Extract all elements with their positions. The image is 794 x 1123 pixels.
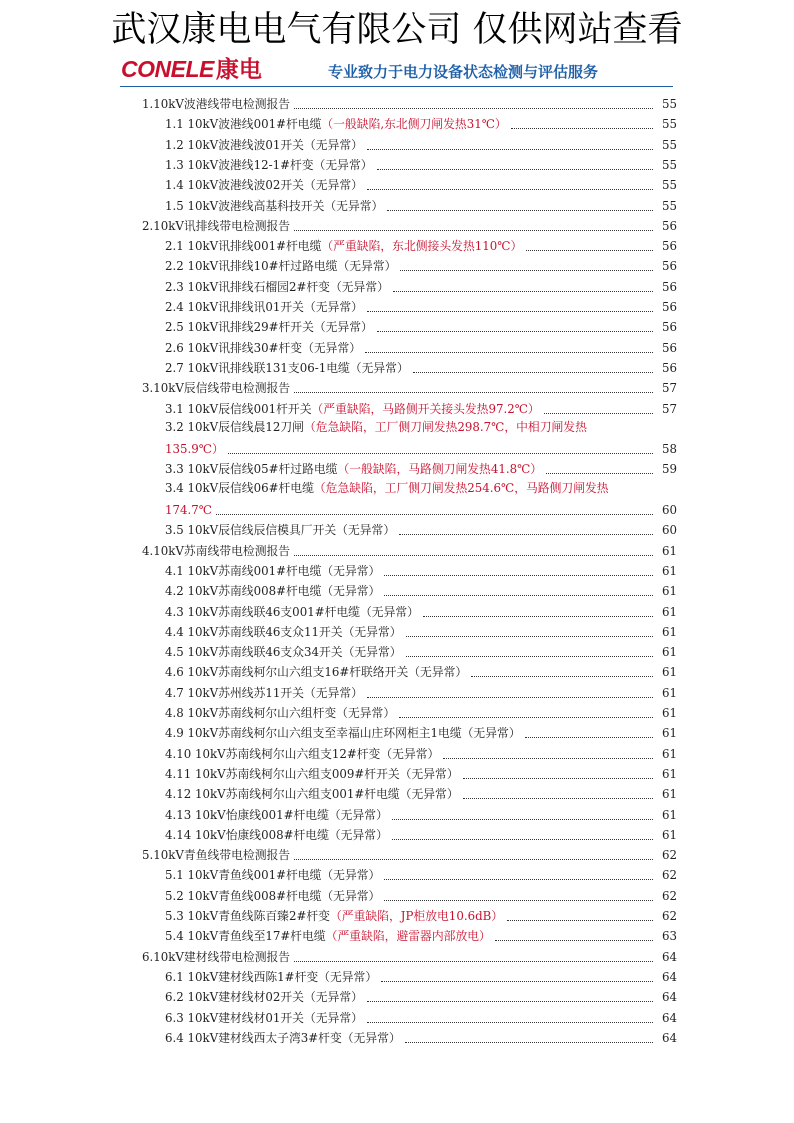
toc-entry[interactable] (165, 417, 587, 437)
toc-entry-title: 2.7 10kV讯排线联131支06-1电缆（无异常） (165, 360, 409, 375)
toc-entry[interactable] (0, 681, 677, 701)
toc-page-number: 64 (661, 990, 677, 1005)
toc-page-number: 61 (661, 787, 677, 802)
toc-entry-title: 2.2 10kV讯排线10#杆过路电缆（无异常） (165, 259, 397, 274)
toc-entry-title: 5.2 10kV青鱼线008#杆电缆（无异常） (165, 888, 381, 903)
toc-entry[interactable] (0, 315, 677, 335)
toc-entry[interactable] (165, 478, 609, 498)
toc-entry-title: 1.5 10kV波港线高基科技开关（无异常） (165, 198, 384, 213)
toc-page-number: 64 (661, 949, 677, 964)
toc-leader-dots (393, 281, 653, 292)
toc-entry[interactable] (0, 985, 677, 1005)
toc-page-number: 61 (661, 645, 677, 660)
toc-entry[interactable] (0, 457, 677, 477)
toc-page-number: 61 (661, 543, 677, 558)
toc-entry[interactable] (0, 701, 677, 721)
toc-entry[interactable] (0, 173, 677, 193)
toc-entry-defect: （严重缺陷，JP柜放电10.6dB） (329, 909, 504, 923)
toc-page-number: 58 (661, 442, 677, 457)
toc-entry[interactable] (0, 863, 677, 883)
toc-entry[interactable] (0, 924, 677, 944)
toc-leader-dots (367, 991, 653, 1002)
toc-entry-defect-continued: 135.9℃） (165, 442, 224, 457)
toc-entry-title: 4.12 10kV苏南线柯尔山六组支001#杆电缆（无异常） (165, 787, 459, 802)
toc-entry-title: 3.2 10kV辰信线晨12刀闸 (165, 419, 304, 434)
toc-page-number: 57 (661, 401, 677, 416)
toc-page-number: 61 (661, 746, 677, 761)
toc-entry-title: 2.3 10kV讯排线石榴园2#杆变（无异常） (165, 279, 389, 294)
toc-entry[interactable] (0, 620, 677, 640)
toc-entry-title: 5.3 10kV青鱼线陈百臻2#杆变 (165, 909, 330, 923)
toc-entry[interactable] (0, 742, 677, 762)
toc-entry-title: 1.10kV波港线带电检测报告 (142, 97, 291, 111)
toc-entry[interactable] (0, 275, 677, 295)
company-logo (121, 56, 262, 82)
toc-leader-dots (544, 403, 653, 414)
toc-page-number: 56 (661, 340, 677, 355)
toc-leader-dots (367, 179, 653, 190)
toc-entry[interactable] (0, 884, 677, 904)
toc-page-number: 56 (661, 279, 677, 294)
toc-entry-title: 6.3 10kV建材线材01开关（无异常） (165, 1010, 363, 1025)
toc-entry-title: 4.13 10kV怡康线001#杆电缆（无异常） (165, 807, 388, 822)
toc-leader-dots (471, 666, 653, 677)
toc-leader-dots (423, 606, 653, 617)
toc-entry-title: 4.9 10kV苏南线柯尔山六组支至幸福山庄环网柜主1电缆（无异常） (165, 726, 521, 741)
toc-entry-title: 4.10kV苏南线带电检测报告 (142, 543, 291, 558)
toc-page-number: 62 (661, 909, 677, 923)
logo-text: CONELE (121, 56, 214, 82)
toc-page-number: 61 (661, 584, 677, 599)
toc-page-number: 55 (661, 178, 677, 193)
toc-entry-title: 1.4 10kV波港线波02开关（无异常） (165, 178, 363, 193)
toc-page-number: 62 (661, 888, 677, 903)
toc-leader-dots (526, 240, 653, 251)
toc-page-number: 61 (661, 807, 677, 822)
toc-entry[interactable] (0, 803, 677, 823)
toc-entry[interactable] (0, 234, 677, 254)
toc-entry-defect-continued: 174.7℃ (165, 503, 212, 517)
toc-entry-title: 4.2 10kV苏南线008#杆电缆（无异常） (165, 584, 381, 599)
toc-entry[interactable] (0, 295, 677, 315)
toc-entry[interactable] (0, 721, 677, 741)
toc-section-entry[interactable] (0, 376, 677, 396)
toc-page-number: 61 (661, 604, 677, 619)
toc-page-number: 56 (661, 239, 677, 254)
toc-entry[interactable] (0, 579, 677, 599)
toc-leader-dots (294, 849, 653, 860)
toc-entry-title: 6.1 10kV建材线西陈1#杆变（无异常） (165, 969, 378, 984)
toc-entry-title: 2.1 10kV讯排线001#杆电缆 (165, 239, 322, 254)
watermark-banner: 武汉康电电气有限公司 仅供网站查看 (111, 10, 683, 50)
toc-entry-title: 3.10kV辰信线带电检测报告 (142, 381, 291, 396)
toc-leader-dots (511, 118, 653, 129)
toc-page-number: 60 (661, 523, 677, 538)
toc-entry[interactable] (0, 153, 677, 173)
toc-entry-title: 3.3 10kV辰信线05#杆过路电缆 (165, 462, 338, 477)
toc-entry-defect: （一般缺陷,东北侧刀闸发热31℃） (321, 117, 507, 132)
toc-section-entry[interactable] (0, 843, 677, 863)
toc-page-number: 56 (661, 360, 677, 375)
toc-leader-dots (384, 869, 653, 880)
toc-page-number: 62 (661, 848, 677, 863)
toc-entry-title: 5.10kV青鱼线带电检测报告 (142, 848, 291, 863)
toc-entry-defect: （危急缺陷，工厂侧刀闸发热254.6℃，马路侧刀闸发热 (313, 480, 609, 495)
toc-entry-defect: （严重缺陷，马路侧开关接头发热97.2℃） (311, 401, 540, 416)
toc-leader-dots (413, 362, 653, 373)
toc-leader-dots (384, 585, 653, 596)
toc-entry[interactable] (0, 1026, 677, 1046)
toc-entry-title: 1.2 10kV波港线波01开关（无异常） (165, 137, 363, 152)
toc-leader-dots (228, 443, 653, 454)
toc-entry-title: 1.1 10kV波港线001#杆电缆 (165, 117, 322, 132)
toc-entry[interactable] (0, 660, 677, 680)
toc-page-number: 56 (661, 320, 677, 335)
toc-entry-title: 3.5 10kV辰信线辰信模具厂开关（无异常） (165, 523, 396, 538)
toc-leader-dots (392, 829, 653, 840)
toc-section-entry[interactable] (0, 945, 677, 965)
toc-leader-dots (367, 687, 653, 698)
toc-entry-continuation[interactable] (0, 437, 677, 457)
toc-leader-dots (384, 565, 653, 576)
toc-entry[interactable] (0, 782, 677, 802)
toc-entry-title: 4.10 10kV苏南线柯尔山六组支12#杆变（无异常） (165, 746, 440, 761)
toc-leader-dots (367, 1012, 653, 1023)
toc-leader-dots (546, 463, 653, 474)
toc-page-number: 59 (661, 462, 677, 477)
toc-entry-title: 4.5 10kV苏南线联46支众34开关（无异常） (165, 645, 402, 660)
toc-entry-title: 6.4 10kV建材线西太子湾3#杆变（无异常） (165, 1030, 401, 1045)
page-header (0, 54, 794, 88)
toc-entry-title: 4.14 10kV怡康线008#杆电缆（无异常） (165, 827, 388, 842)
toc-leader-dots (399, 524, 653, 535)
toc-page-number: 64 (661, 969, 677, 984)
toc-leader-dots (463, 768, 653, 779)
toc-leader-dots (384, 890, 653, 901)
toc-page-number: 55 (661, 137, 677, 152)
toc-page-number: 57 (661, 381, 677, 396)
toc-page-number: 56 (661, 300, 677, 314)
toc-leader-dots (367, 301, 653, 312)
toc-entry-title: 4.11 10kV苏南线柯尔山六组支009#杆开关（无异常） (165, 766, 459, 781)
toc-leader-dots (392, 809, 653, 820)
toc-entry-title: 5.4 10kV青鱼线至17#杆电缆 (165, 929, 326, 944)
toc-leader-dots (381, 971, 653, 982)
toc-entry-title: 6.2 10kV建材线材02开关（无异常） (165, 990, 363, 1005)
toc-entry[interactable] (0, 336, 677, 356)
toc-page-number: 62 (661, 868, 677, 883)
toc-page-number: 63 (661, 929, 677, 944)
toc-leader-dots (399, 707, 653, 718)
toc-entry-title: 4.6 10kV苏南线柯尔山六组支16#杆联络开关（无异常） (165, 665, 468, 680)
toc-entry[interactable] (0, 356, 677, 376)
toc-leader-dots (406, 646, 653, 657)
toc-entry[interactable] (0, 397, 677, 417)
toc-page-number: 55 (661, 157, 677, 172)
toc-entry-title: 5.1 10kV青鱼线001#杆电缆（无异常） (165, 868, 381, 883)
toc-entry-title: 4.1 10kV苏南线001#杆电缆（无异常） (165, 563, 381, 578)
toc-leader-dots (387, 200, 653, 211)
toc-leader-dots (294, 545, 653, 556)
toc-page-number: 60 (661, 503, 677, 517)
toc-page-number: 61 (661, 624, 677, 639)
toc-page-number: 61 (661, 563, 677, 578)
toc-page-number: 55 (661, 117, 677, 132)
toc-entry[interactable] (0, 518, 677, 538)
toc-entry-title: 4.7 10kV苏州线苏11开关（无异常） (165, 685, 363, 700)
toc-entry-continuation[interactable] (0, 498, 677, 518)
toc-entry[interactable] (0, 640, 677, 660)
toc-section-entry[interactable] (0, 92, 677, 112)
header-tagline: 专业致力于电力设备状态检测与评估服务 (328, 63, 599, 81)
toc-leader-dots (525, 727, 653, 738)
toc-entry[interactable] (0, 600, 677, 620)
toc-leader-dots (463, 788, 653, 799)
toc-entry[interactable] (0, 559, 677, 579)
toc-section-entry[interactable] (0, 539, 677, 559)
toc-entry[interactable] (0, 762, 677, 782)
toc-entry-title: 2.6 10kV讯排线30#杆变（无异常） (165, 340, 362, 355)
toc-entry[interactable] (0, 1006, 677, 1026)
logo-cn-text: 康电 (215, 56, 262, 82)
toc-entry-title: 3.1 10kV辰信线001杆开关 (165, 401, 312, 416)
toc-leader-dots (294, 382, 653, 393)
toc-page-number: 61 (661, 685, 677, 700)
toc-leader-dots (216, 504, 653, 515)
toc-entry[interactable] (0, 194, 677, 214)
toc-page-number: 55 (661, 97, 677, 111)
toc-entry-title: 4.4 10kV苏南线联46支众11开关（无异常） (165, 624, 402, 639)
toc-page-number: 56 (661, 259, 677, 274)
toc-leader-dots (294, 220, 653, 231)
toc-entry-defect: （严重缺陷，避雷器内部放电） (325, 929, 491, 944)
toc-leader-dots (405, 1032, 653, 1043)
toc-entry-title: 1.3 10kV波港线12-1#杆变（无异常） (165, 157, 373, 172)
toc-section-entry[interactable] (0, 214, 677, 234)
toc-page-number: 61 (661, 827, 677, 842)
toc-page-number: 55 (661, 198, 677, 213)
toc-entry-title: 6.10kV建材线带电检测报告 (142, 949, 291, 964)
toc-entry[interactable] (0, 133, 677, 153)
toc-leader-dots (377, 159, 653, 170)
toc-leader-dots (294, 951, 653, 962)
toc-entry-defect: （一般缺陷，马路侧刀闸发热41.8℃） (337, 462, 543, 477)
toc-entry-title: 2.4 10kV讯排线讯01开关（无异常） (165, 300, 363, 314)
toc-entry-defect: （危急缺陷，工厂侧刀闸发热298.7℃，中相刀闸发热 (303, 419, 587, 434)
toc-leader-dots (406, 626, 653, 637)
toc-leader-dots (507, 910, 653, 921)
toc-entry-title: 3.4 10kV辰信线06#杆电缆 (165, 480, 314, 495)
toc-entry[interactable] (0, 823, 677, 843)
toc-page-number: 61 (661, 766, 677, 781)
toc-entry-defect: （严重缺陷，东北侧接头发热110℃） (321, 239, 523, 254)
toc-leader-dots (365, 342, 653, 353)
toc-page-number: 56 (661, 218, 677, 233)
toc-entry-title: 4.8 10kV苏南线柯尔山六组杆变（无异常） (165, 706, 396, 720)
toc-entry[interactable] (0, 254, 677, 274)
toc-entry-title: 4.3 10kV苏南线联46支001#杆电缆（无异常） (165, 604, 419, 619)
toc-page-number: 61 (661, 726, 677, 741)
toc-leader-dots (443, 748, 653, 759)
toc-entry[interactable] (0, 112, 677, 132)
toc-leader-dots (495, 930, 653, 941)
toc-page-number: 61 (661, 706, 677, 720)
toc-entry[interactable] (0, 904, 677, 924)
toc-leader-dots (294, 98, 653, 109)
toc-leader-dots (367, 139, 653, 150)
toc-entry-title: 2.10kV讯排线带电检测报告 (142, 218, 291, 233)
toc-page-number: 64 (661, 1030, 677, 1045)
toc-leader-dots (400, 260, 653, 271)
header-divider (120, 86, 673, 87)
toc-page-number: 64 (661, 1010, 677, 1025)
toc-entry-title: 2.5 10kV讯排线29#杆开关（无异常） (165, 320, 373, 335)
toc-leader-dots (377, 321, 653, 332)
toc-entry[interactable] (0, 965, 677, 985)
toc-page-number: 61 (661, 665, 677, 680)
